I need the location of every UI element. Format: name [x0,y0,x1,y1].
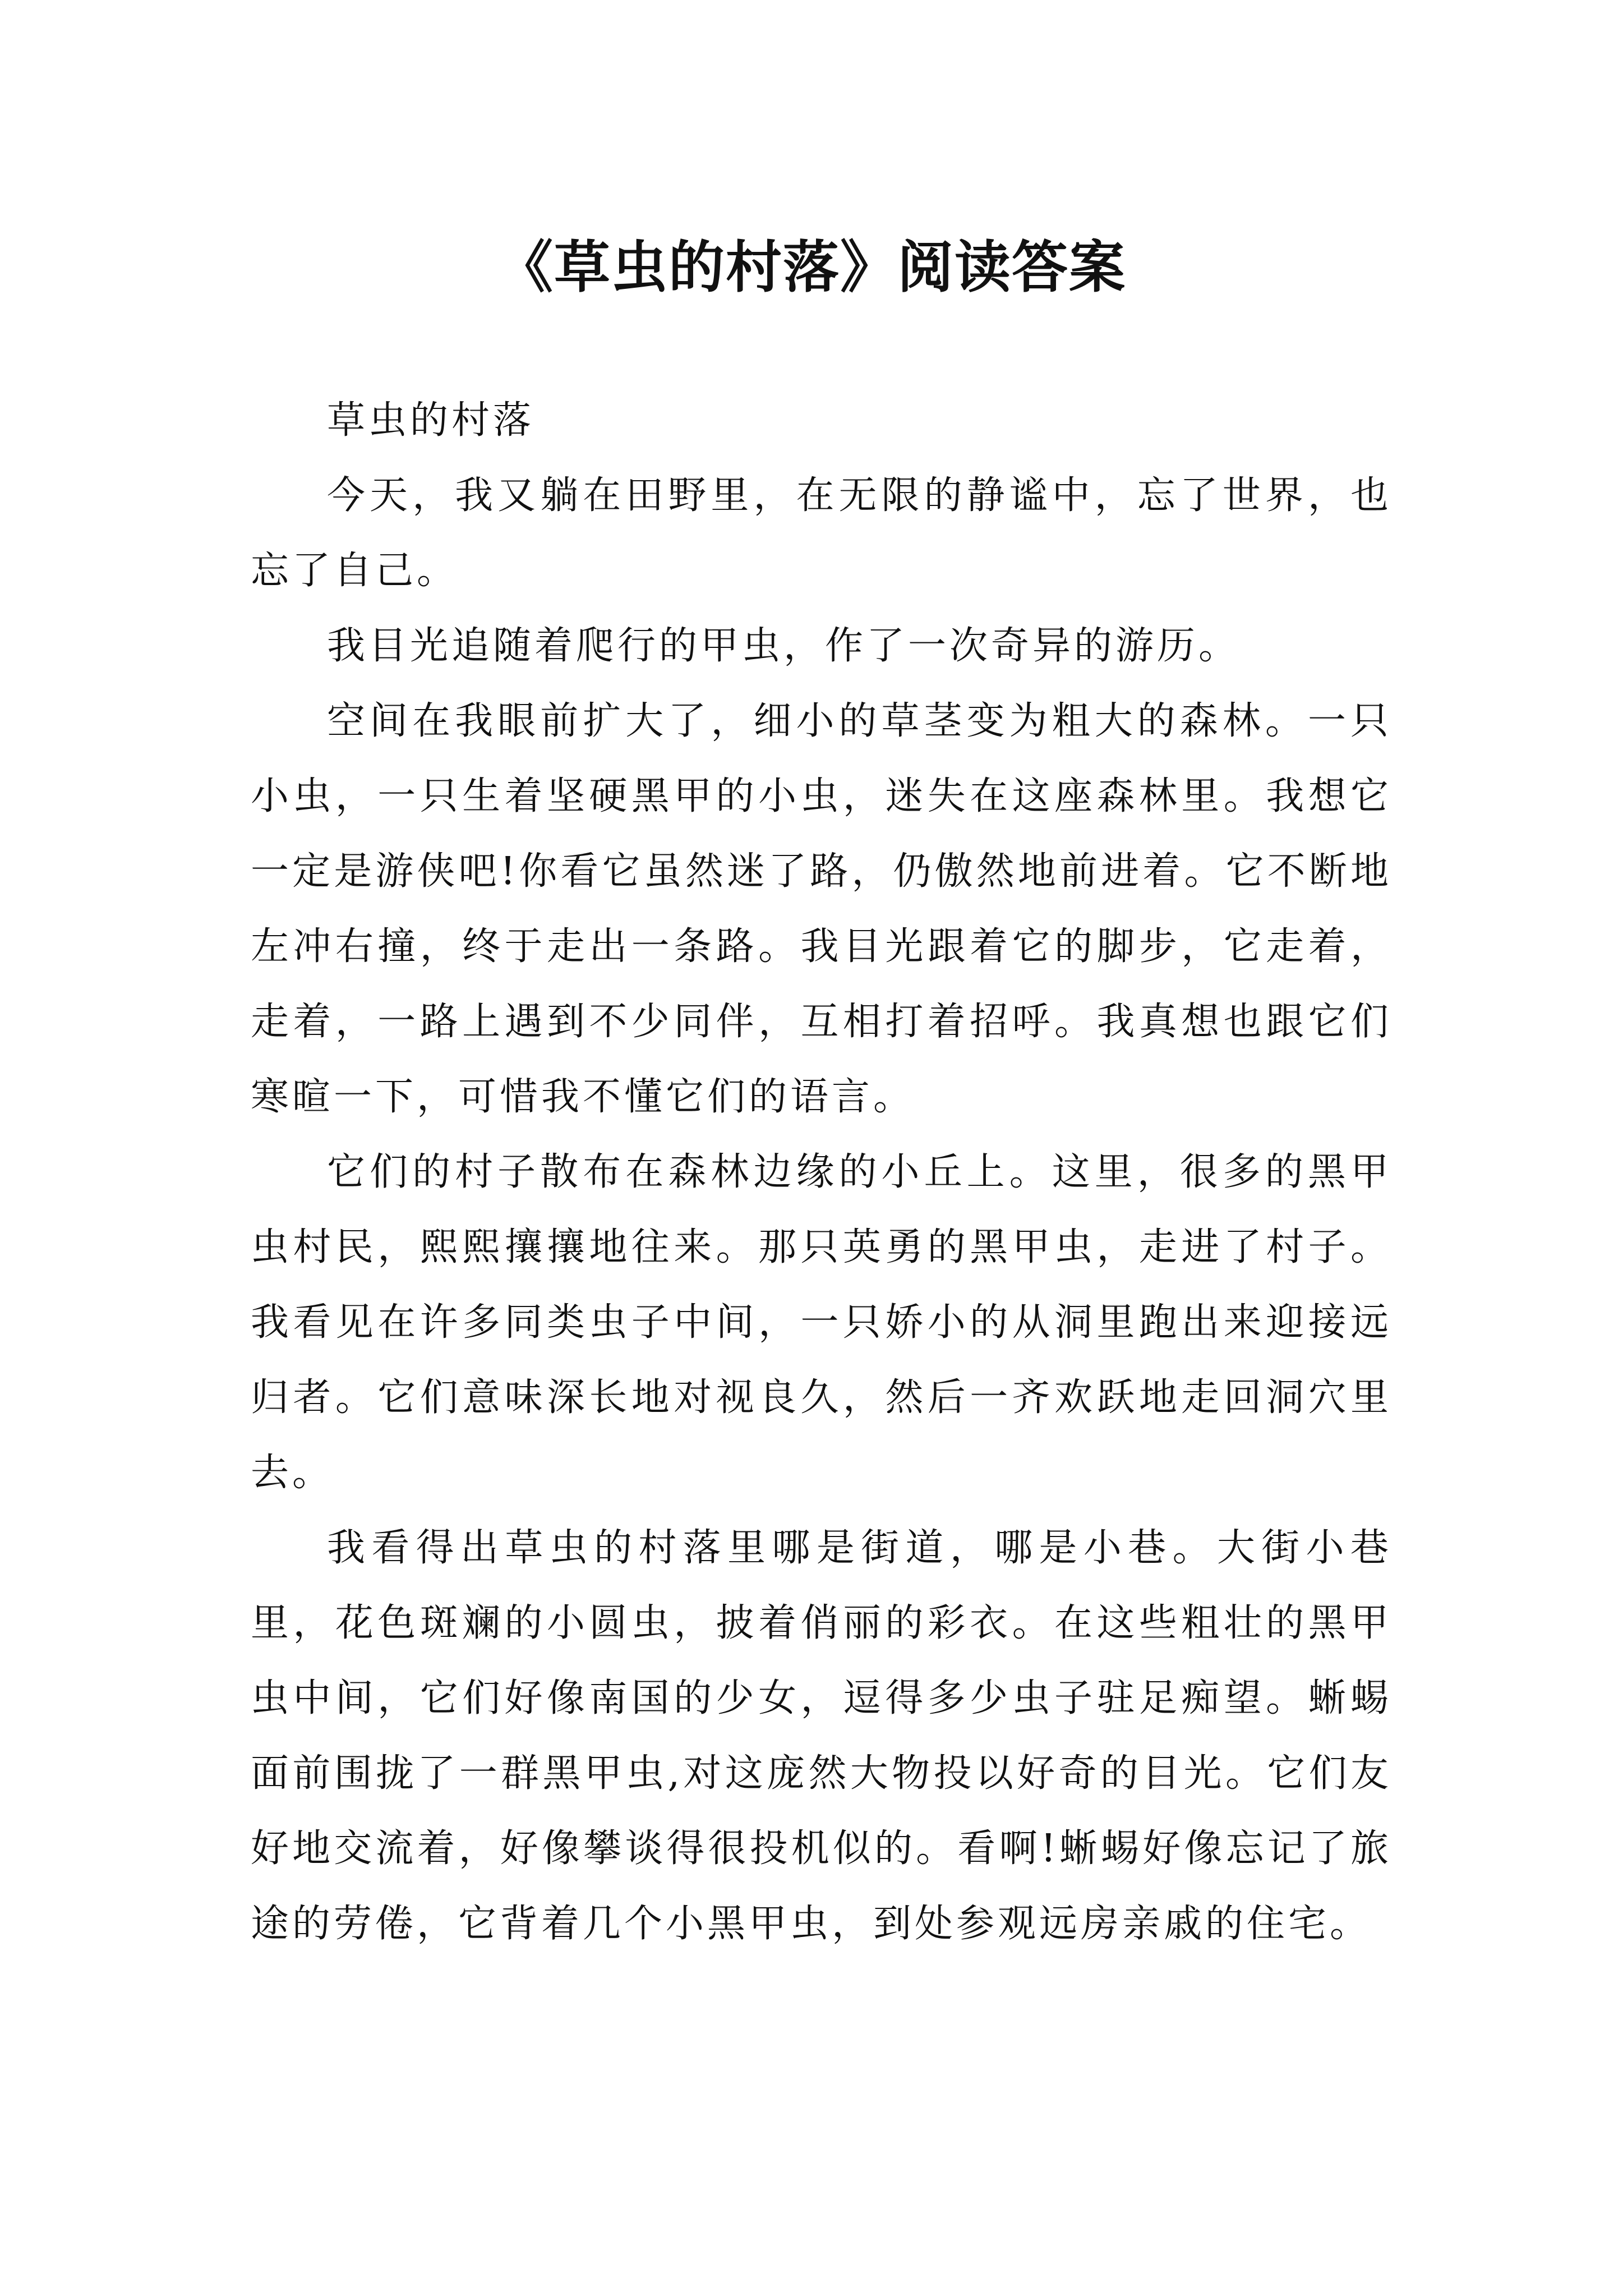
document-body [251,383,1392,1962]
document-title: 《草虫的村落》阅读答案 [497,234,1126,300]
paragraph-2: 我目光追随着爬行的甲虫，作了一次奇异的游历。 [327,624,1241,668]
paragraph-3: 空间在我眼前扩大了，细小的草茎变为粗大的森林。一只小虫，一只生着坚硬黑甲的小虫，迷失在这座森林里。我想它一定是游侠吧!你看它虽然迷了路，仍傲然地前进着。它不断地左冲右撞，终于走出一条路。我目光跟着它的脚步，它走着，走着，一路上遇到不少同伴，互相打着招呼。我真想也跟它们寒暄一下，可惜我不懂它们的语言。 [251,699,1392,1119]
section-heading: 草虫的村落 [327,398,535,443]
paragraph-4: 它们的村子散布在森林边缘的小丘上。这里，很多的黑甲虫村民，熙熙攘攘地往来。那只英勇的黑甲虫，走进了村子。我看见在许多同类虫子中间，一只娇小的从洞里跑出来迎接远归者。它们意味深长地对视良久，然后一齐欢跃地走回洞穴里去。 [251,1150,1392,1495]
paragraph-5: 我看得出草虫的村落里哪是街道，哪是小巷。大街小巷里，花色斑斓的小圆虫，披着俏丽的彩衣。在这些粗壮的黑甲虫中间，它们好像南国的少女，逗得多少虫子驻足痴望。蜥蜴面前围拢了一群黑甲虫,对这庞然大物投以好奇的目光。它们友好地交流着，好像攀谈得很投机似的。看啊!蜥蜴好像忘记了旅途的劳倦，它背着几个小黑甲虫，到处参观远房亲戚的住宅。 [251,1526,1392,1946]
paragraph-1: 今天，我又躺在田野里，在无限的静谧中，忘了世界，也忘了自己。 [251,473,1392,593]
